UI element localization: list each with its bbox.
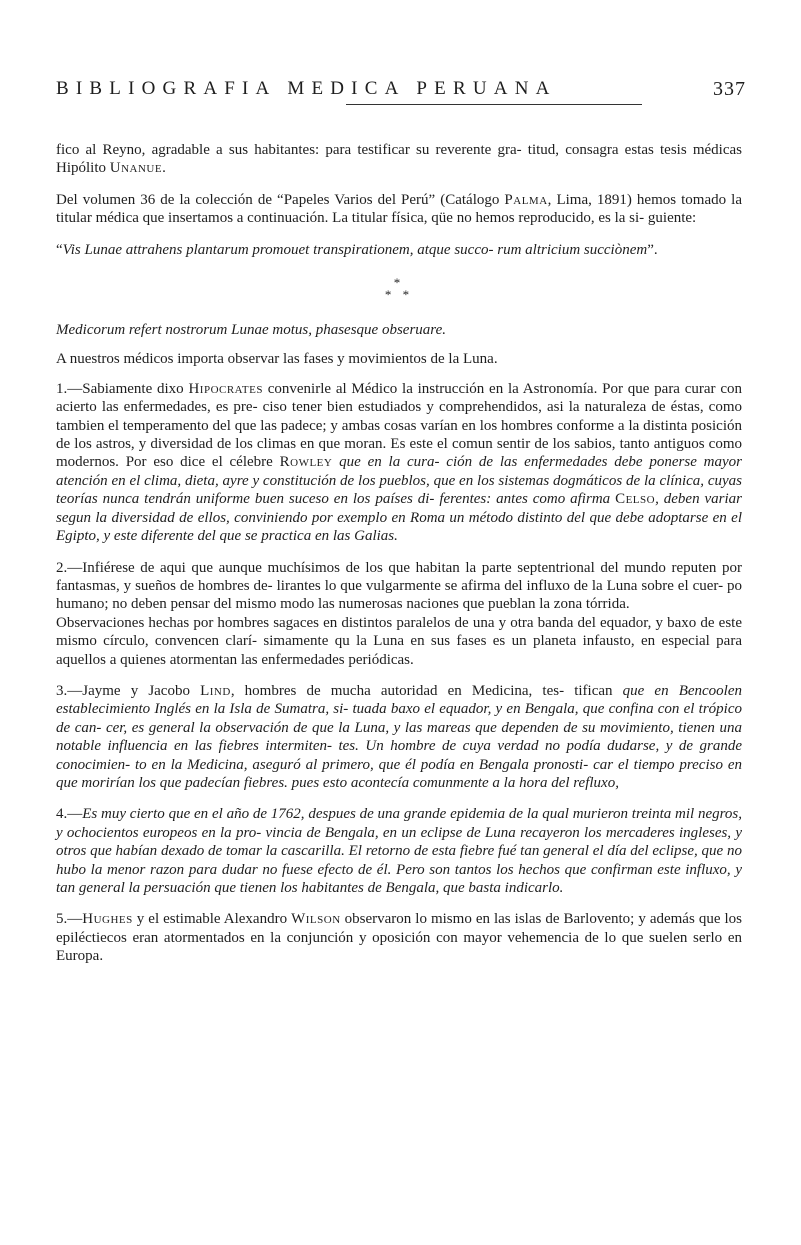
text-run: ”. [647, 241, 658, 258]
text-run: 2.—Infiérese de aqui que aunque muchísimos de los que habitan la parte septentrional del mundo reputen por fantasmas, y sueños de hombres de- lirantes lo que vulgarmente se afirma del influxo de la Luna sobre el cuer- po humano; no deben pensar del mismo modo las numerosas naciones que pueblan la zona tórrida. [56, 559, 742, 613]
quoted-text: que en la cura- ción de las enfermedades debe ponerse mayor atención en el clima, dieta, ayre y constitución de los pueblos, que en los sistemas dogmáticos de la clínica, cuyas teorías nunca tendrán uniforme buen suceso en los países di- ferentes: antes como afirma [56, 454, 743, 508]
author-name: Lind [200, 682, 231, 699]
running-head [56, 78, 746, 108]
paragraph-latin-thesis [56, 241, 742, 259]
paragraph-translation [56, 350, 742, 368]
text-run: Observaciones hechas por hombres sagaces en distintos paralelos de una y otra banda del equador, y baxo de este mismo círculo, convencen clarí- simamente qu la Luna en sus fases es un planeta infausto, en especial para aquellos a quienes atormentan las enfermedades periódicas. [56, 614, 742, 668]
text-run: , hombres de mucha autoridad en Medicina, tes- tifican [230, 682, 623, 699]
author-name: Celso [615, 491, 656, 508]
paragraph-3 [56, 682, 742, 792]
paragraph-2-continued [56, 614, 742, 669]
text-run: A nuestros médicos importa observar las fases y movimientos de la Luna. [56, 351, 498, 368]
author-name: Palma [504, 191, 548, 208]
paragraph-5 [56, 910, 742, 965]
text-run: 5.— [56, 911, 83, 928]
text-run: , Lima, 1891) hemos tomado la titular médica que insertamos a continuación. La titular física, qüe no hemos reproducido, es la si- guiente: [56, 191, 742, 227]
text-run: 4.— [56, 806, 83, 823]
text-run: Del volumen 36 de la colección de “Papeles Varios del Perú” (Catálogo [56, 191, 505, 208]
quoted-text: que en Bencoolen establecimiento Inglés en la Isla de Sumatra, si- tuada baxo el equador, y en Bengala, que confina con el trópico de can- cer, es general la observación de que la Luna, y las mareas que dependen de su movimiento, tienen una notable influencia en las fiebres intermiten- tes. Un hombre de cuya verdad no podía dudarse, y de grande conocimien- to en la Medicina, aseguró al primero, que él podía en Bengala pronosti- car el tiempo preciso en que morirían los que padecían fiebres. pues esto acontecía comunmente a la hora del refluxo, [56, 682, 743, 791]
text-run: “ [56, 241, 63, 258]
latin-thesis: Vis Lunae attrahens plantarum promouet transpirationem, atque succo- rum altricium succiònem [62, 241, 648, 258]
text-run: y el estimable Alexandro [132, 911, 292, 928]
asterism-bottom: * * [384, 287, 414, 303]
paragraph-continuation [56, 141, 742, 178]
author-name: Hipocrates [188, 380, 263, 397]
text-run: 1.—Sabiamente dixo [56, 380, 189, 397]
quoted-text: , deben variar segun la diversidad de ellos, conviniendo por exemplo en Roma un método distinto del que debe adoptarse en el Egipto, y este diferente del que se practica en las Galias. [56, 491, 742, 545]
paragraph-4 [56, 805, 742, 897]
running-title: BIBLIOGRAFIA MEDICA PERUANA [56, 78, 557, 99]
text-run: observaron lo mismo en las islas de Barlovento; y además que los epiléctiecos eran atormentados en la conjunción y oposición con mayor vehemencia de lo que suelen serlo en Europa. [56, 911, 742, 965]
author-name: Rowley [279, 454, 333, 471]
header-rule [346, 104, 642, 105]
body-text [56, 141, 742, 966]
asterism-top: * [393, 275, 405, 291]
author-name: Unanue [109, 160, 163, 177]
text-run: 3.—Jayme y Jacobo [56, 682, 201, 699]
asterism [56, 277, 742, 301]
author-name: Wilson [291, 911, 341, 928]
paragraph-2 [56, 559, 742, 614]
text-run: . [162, 160, 166, 177]
author-name: Hughes [82, 911, 133, 928]
text-run: fico al Reyno, agradable a sus habitantes: para testificar su reverente gra- titud, consagra estas tesis médicas Hipólito [56, 142, 742, 177]
paragraph-latin-heading [56, 321, 742, 339]
quoted-text: Es muy cierto que en el año de 1762, despues de una grande epidemia de la qual murieron treinta mil negros, y ochocientos europeos en la pro- vincia de Bengala, en un eclipse de Luna recayeron los mercaderes ingleses, y otros que habían dexado de tomar la cascarilla. El retorno de esta fiebre fué tan general el día del eclipse, que no hubo la menor razon para dudar no fuese efecto de él. Pero son tantos los hechos que confirman este influxo, y tan general la persuación que tienen los habitantes de Bengala, que basta indicarlo. [56, 806, 742, 896]
page-number: 337 [713, 78, 746, 100]
paragraph-source [56, 191, 742, 228]
text-run: convenirle al Médico la instrucción en la Astronomía. Por que para curar con acierto las enfermedades, es pre- ciso tener bien estudiados y comprehendidos, asi la naturaleza de éstas, como tambien el temperamento del que las padece; y ambas cosas varían en los hombres conforme a la distinta posición de los astros, y diversidad de los climas en que moran. Es este el comun sentir de los sabios, tanto antiguos como modernos. Por eso dice el célebre [56, 380, 742, 471]
latin-heading: Medicorum refert nostrorum Lunae motus, phasesque obseruare. [56, 322, 446, 339]
paragraph-1 [56, 380, 742, 546]
